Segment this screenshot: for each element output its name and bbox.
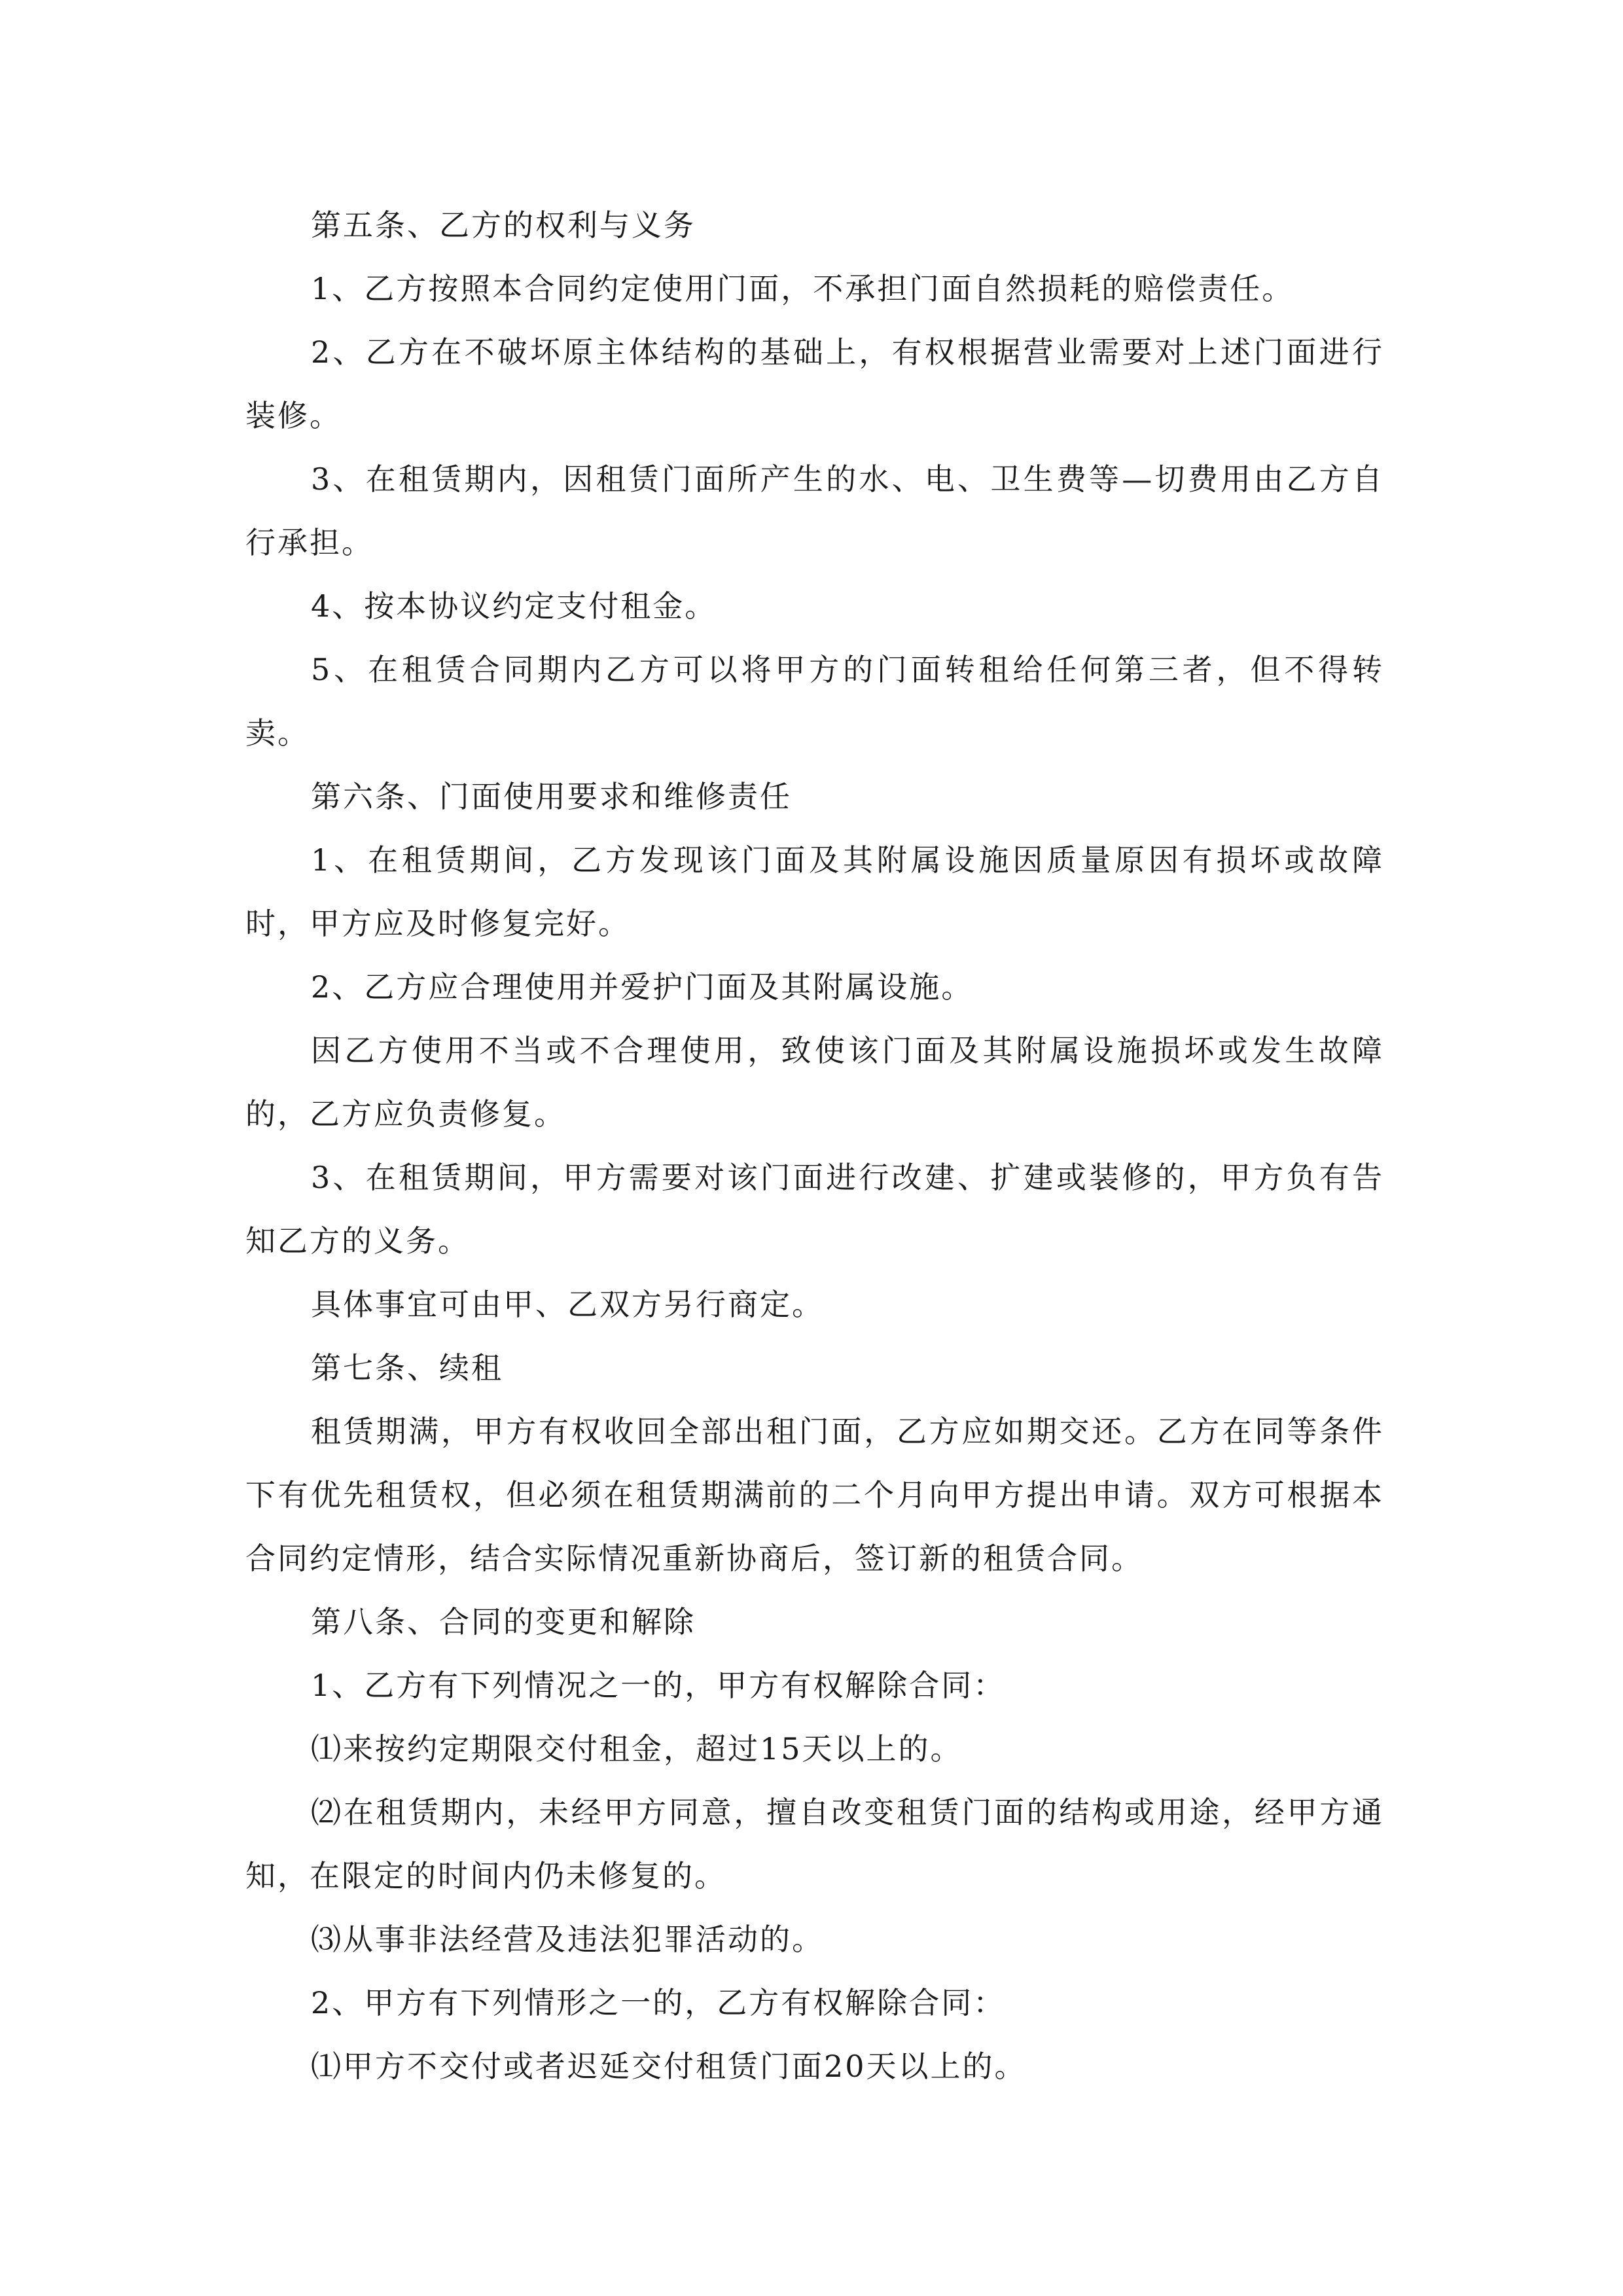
- sub-clause-paragraph: ⑶从事非法经营及违法犯罪活动的。: [311, 1922, 824, 1957]
- clause-paragraph: 租赁期满，甲方有权收回全部出租门面，乙方应如期交还。乙方在同等条件下有优先租赁权，但必须在租赁期满前的二个月向甲方提出申请。双方可根据本合同约定情形，结合实际情况重新协商后，签订新的租赁合同。: [245, 1414, 1384, 1576]
- clause-paragraph: 2、乙方应合理使用并爱护门面及其附属设施。: [311, 969, 974, 1005]
- document-body: [245, 194, 1384, 2098]
- clause-paragraph: 1、在租赁期间，乙方发现该门面及其附属设施因质量原因有损坏或故障时，甲方应及时修复完好。: [245, 842, 1384, 941]
- sub-clause-paragraph: ⑵在租赁期内，未经甲方同意，擅自改变租赁门面的结构或用途，经甲方通知，在限定的时间内仍未修复的。: [245, 1795, 1384, 1893]
- clause-paragraph: 1、乙方按照本合同约定使用门面，不承担门面自然损耗的赔偿责任。: [311, 271, 1294, 306]
- section-heading-7: 第七条、续租: [311, 1350, 503, 1386]
- clause-paragraph: 具体事宜可由甲、乙双方另行商定。: [311, 1287, 824, 1322]
- clause-paragraph: 5、在租赁合同期内乙方可以将甲方的门面转租给任何第三者，但不得转卖。: [245, 652, 1384, 751]
- clause-paragraph: 因乙方使用不当或不合理使用，致使该门面及其附属设施损坏或发生故障的，乙方应负责修复。: [245, 1033, 1384, 1132]
- section-heading-5: 第五条、乙方的权利与义务: [311, 207, 696, 243]
- clause-paragraph: 2、乙方在不破坏原主体结构的基础上，有权根据营业需要对上述门面进行装修。: [245, 334, 1384, 433]
- clause-paragraph: 3、在租赁期内，因租赁门面所产生的水、电、卫生费等—切费用由乙方自行承担。: [245, 461, 1384, 560]
- section-heading-6: 第六条、门面使用要求和维修责任: [311, 779, 792, 814]
- clause-paragraph: 4、按本协议约定支付租金。: [311, 588, 717, 624]
- section-heading-8: 第八条、合同的变更和解除: [311, 1604, 696, 1640]
- clause-paragraph: 1、乙方有下列情况之一的，甲方有权解除合同：: [311, 1668, 1006, 1703]
- sub-clause-paragraph: ⑴甲方不交付或者迟延交付租赁门面20天以上的。: [311, 2049, 1027, 2084]
- clause-paragraph: 2、甲方有下列情形之一的，乙方有权解除合同：: [311, 1985, 1006, 2020]
- sub-clause-paragraph: ⑴来按约定期限交付租金，超过15天以上的。: [311, 1731, 963, 1767]
- clause-paragraph: 3、在租赁期间，甲方需要对该门面进行改建、扩建或装修的，甲方负有告知乙方的义务。: [245, 1160, 1384, 1259]
